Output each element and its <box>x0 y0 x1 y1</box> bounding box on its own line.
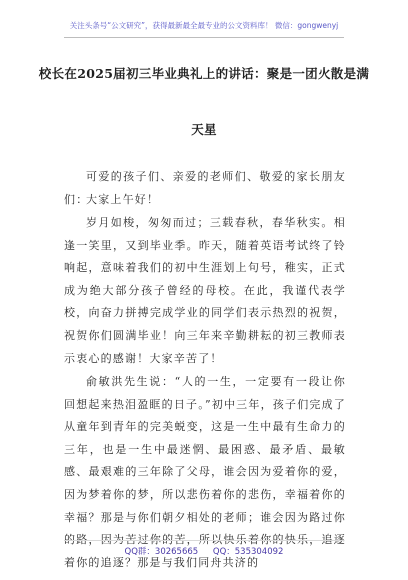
greeting-paragraph: 大家上午好！ <box>86 193 160 206</box>
footer-qq-contact: QQ：535304092 <box>212 547 284 557</box>
header-divider <box>64 37 344 38</box>
document-title-line-2: 天星 <box>191 122 217 137</box>
footer <box>0 545 408 557</box>
header-note: 关注头条号“公文研究”，获得最新最全最专业的公文资料库！ 微信：gongwenyj <box>69 21 339 30</box>
footer-divider <box>64 540 344 541</box>
body-paragraph: 俞敏洪先生说：“人的一生，一定要有一段让你回想起来热泪盈眶的日子。”初中三年，孩子们完成了从童年到青年的完美蜕变，这是一生中最有生命力的三年，也是一生中最迷惘、最困惑、最矛盾、最敏感、最艰难的三年除了父母，谁会因为爱着你的爱，因为梦着你的梦，所以悲伤着你的悲伤，幸福着你的幸福？那是与你们朝夕相处的老师；谁会因为路过你的路，因为苦过你的苦，所以快乐着你的快乐，追逐着你的追逐？那是与我们同舟共济的 <box>64 375 346 569</box>
body-paragraph: 岁月如梭，匆匆而过；三载春秋，春华秋实。相逢一笑里，又到毕业季。昨天，随着英语考试终了铃响起，意味着我们的初中生涯划上句号，稚实，正式成为绝大部分孩子曾经的母校。在此，我谨代表学校，向奋力拼搏完成学业的同学们表示热烈的祝贺，祝贺你们圆满毕业！向三年来辛勤耕耘的初三教师表示衷心的感谢！大家辛苦了！ <box>64 216 346 365</box>
document-title-line-1: 校长在2025届初三毕业典礼上的讲话：聚是一团火散是满 <box>38 66 370 81</box>
salutation-paragraph: 可爱的孩子们、亲爱的老师们、敬爱的家长朋友们： <box>64 170 346 206</box>
footer-qq-group: QQ群：30265665 <box>124 547 199 557</box>
